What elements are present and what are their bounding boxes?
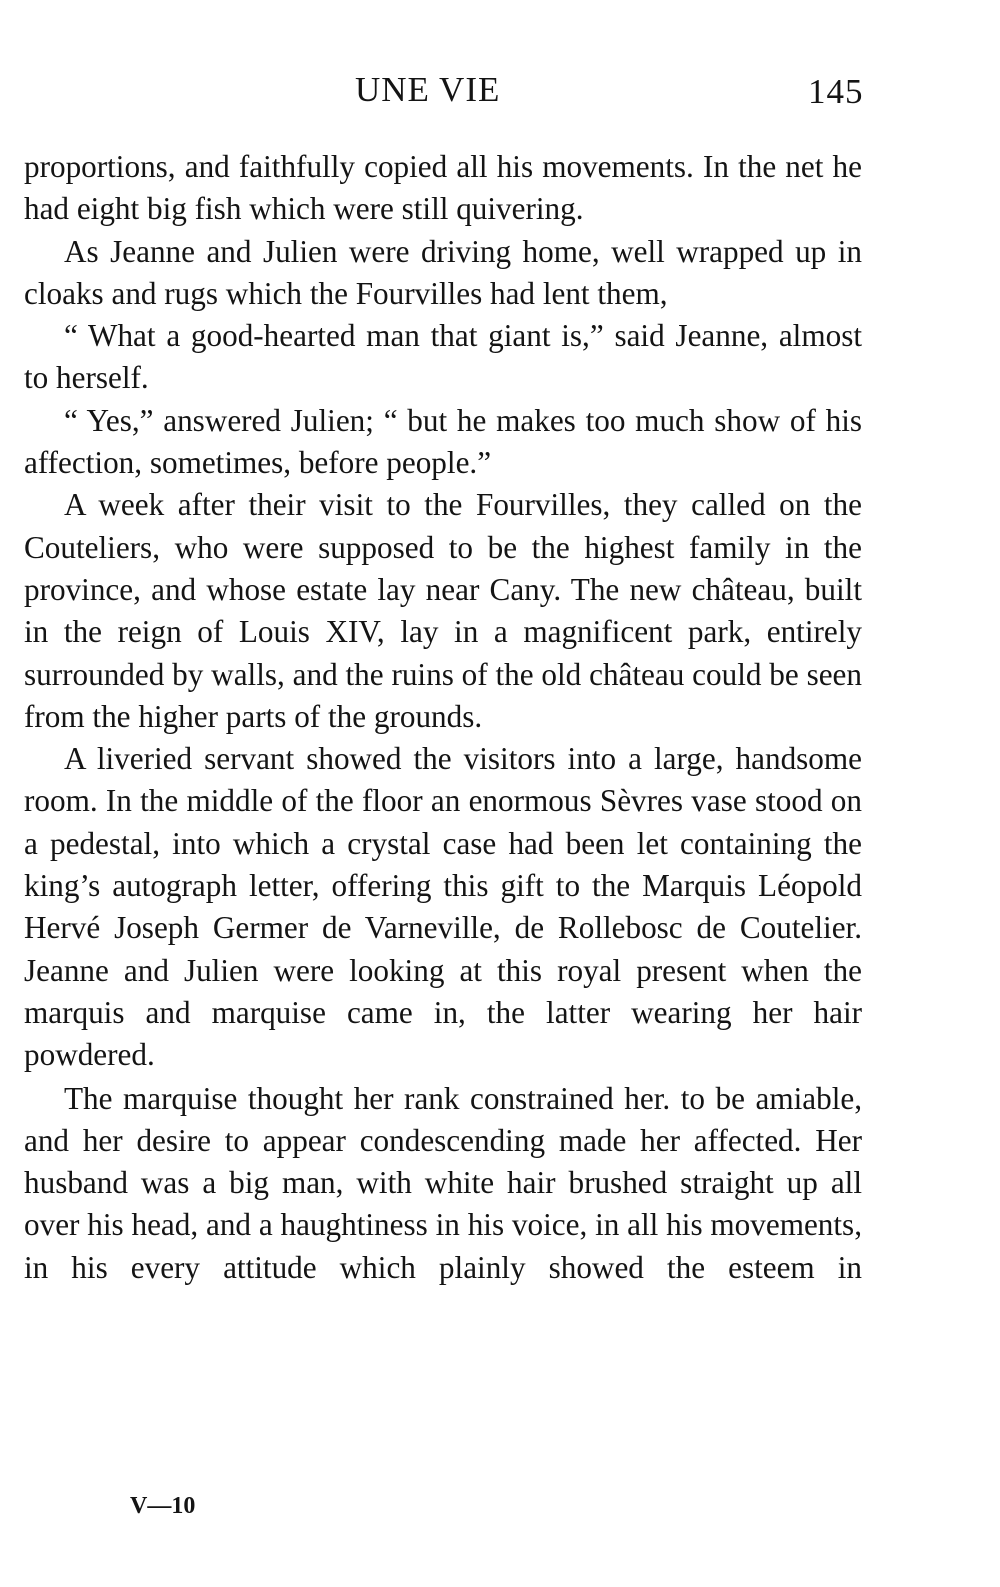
body-text xyxy=(24,146,862,1289)
paragraph-continuation: proportions, and faithfully copied all his movements. In the net he had eight big fish which were still quivering. xyxy=(24,149,862,227)
paragraph: A week after their visit to the Fourvilles, they called on the Couteliers, who were supposed to be the highest family in the province, and whose estate lay near Cany. The new château, built in the reign of Louis XIV, lay in a magnificent park, entirely surrounded by walls, and the ruins of the old château could be seen from the higher parts of the grounds. xyxy=(24,487,862,734)
paragraph: The marquise thought her rank constrained her. to be amiable, and her desire to appear condescending made her affected. Her husband was a big man, with white hair brushed straight up all over his head, and a haughtiness in his voice, in all his movements, in his every attitude which plainly showed the esteem in xyxy=(24,1080,862,1285)
paragraph: “ What a good-hearted man that giant is,” said Jeanne, almost to herself. xyxy=(24,318,862,396)
paragraph: As Jeanne and Julien were driving home, well wrapped up in cloaks and rugs which the Fourvilles had lent them, xyxy=(24,233,862,311)
paragraph: A liveried servant showed the visitors into a large, handsome room. In the middle of the floor an enormous Sèvres vase stood on a pedestal, into which a crystal case had been let containing the king’s autograph letter, offering this gift to the Marquis Léopold Hervé Joseph Germer de Varneville, de Rollebosc de Coutelier. Jeanne and Julien were looking at this royal present when the marquis and marquise came in, the latter wearing her hair powdered. xyxy=(24,741,862,1073)
running-title: UNE VIE xyxy=(355,70,501,109)
page-number: 145 xyxy=(808,72,864,111)
signature-mark: V—10 xyxy=(130,1493,196,1519)
paragraph: “ Yes,” answered Julien; “ but he makes too much show of his affection, sometimes, before people.” xyxy=(24,402,862,481)
page-header xyxy=(0,70,1000,120)
